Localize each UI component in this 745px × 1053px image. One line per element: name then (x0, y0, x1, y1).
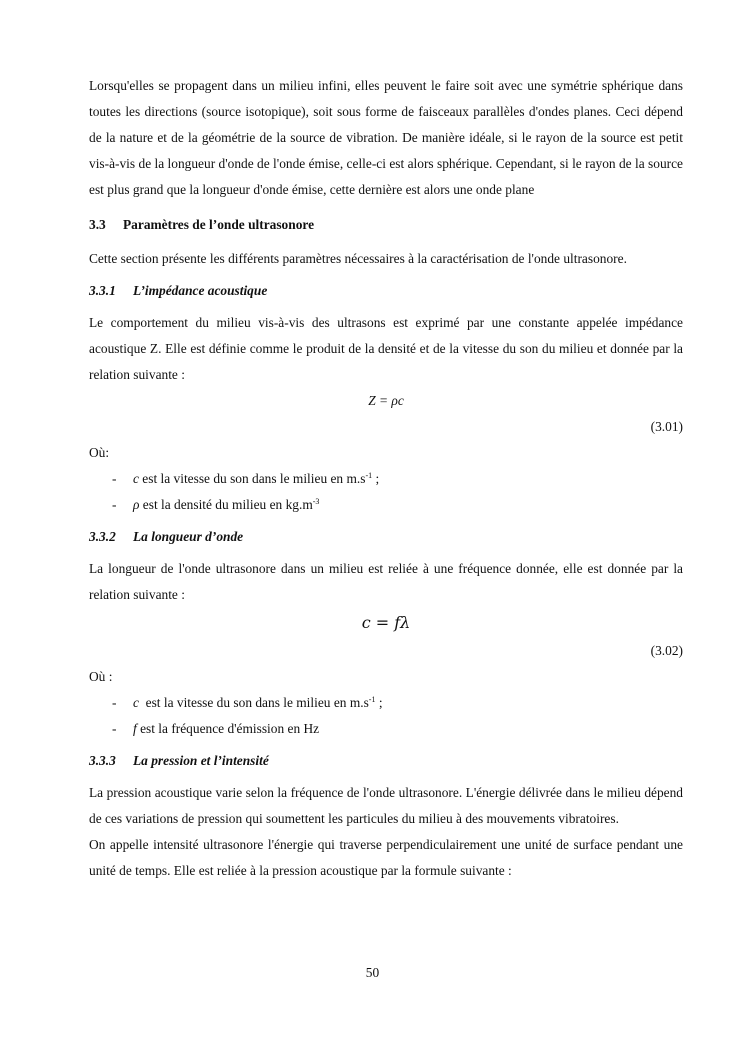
intensity-paragraph: On appelle intensité ultrasonore l'énergie qui traverse perpendiculairement une unité de surface pendant une unité de temps. Elle est reliée à la pression acoustique par la formule suivante : (89, 837, 683, 878)
impedance-paragraph: Le comportement du milieu vis-à-vis des ultrasons est exprimé par une constante appelée impédance acoustique Z. Elle est définie comme le produit de la densité et de la vitesse du son du milieu et donnée par la relation suivante : (89, 315, 683, 382)
section-intro: Cette section présente les différents paramètres nécessaires à la caractérisation de l'onde ultrasonore. (89, 251, 627, 266)
where-label: Où : (89, 669, 113, 684)
intro-paragraph: Lorsqu'elles se propagent dans un milieu infini, elles peuvent le faire soit avec une symétrie sphérique dans toutes les directions (source isotopique), soit sous forme de faisceaux parallèles d'ondes planes. Ceci dépend de la nature et de la géométrie de la source de vibration. De manière idéale, si le rayon de la source est petit vis-à-vis de la longueur d'onde de l'onde émise, celle-ci est alors sphérique. Cependant, si le rayon de la source est plus grand que la longueur d'onde émise, cette dernière est alors une onde plane (89, 78, 683, 197)
list-item: - c est la vitesse du son dans le milieu en $m.s^{-1}$ ; (112, 471, 380, 486)
wavelength-paragraph: La longueur de l'onde ultrasonore dans un milieu est reliée à une fréquence donnée, elle est donnée par la relation suivante : (89, 561, 683, 602)
pressure-paragraph: La pression acoustique varie selon la fréquence de l'onde ultrasonore. L'énergie délivrée dans le milieu dépend de ces variations de pression qui soumettent les particules du milieu à des mouvements vibratoires. (89, 785, 683, 826)
subsection-title: L’impédance acoustique (133, 283, 268, 298)
where-label: Où: (89, 445, 110, 460)
section-number: 3.3 (89, 217, 106, 232)
page-number: 50 (365, 965, 380, 980)
variable-list-3-02 (89, 690, 683, 742)
subsection-title: La pression et l’intensité (133, 753, 269, 768)
section-heading-3-3 (89, 212, 683, 238)
wavelength-formula: c = fλ (361, 613, 411, 632)
equation-number-3-01: (3.01) (650, 419, 683, 434)
subsection-number: 3.3.3 (89, 753, 116, 768)
list-item: - f est la fréquence d'émission en Hz (112, 721, 320, 736)
subsection-heading-3-3-1 (89, 278, 683, 304)
subsection-number: 3.3.1 (89, 283, 116, 298)
section-title: Paramètres de l’onde ultrasonore (123, 217, 315, 232)
subsection-heading-3-3-3 (89, 748, 683, 774)
list-item: - c est la vitesse du son dans le milieu en $m.s^{-1}$ ; (112, 695, 383, 710)
variable-list-3-01 (89, 466, 683, 518)
impedance-formula: Z = ρc (368, 393, 404, 408)
subsection-title: La longueur d’onde (133, 529, 244, 544)
equation-number-3-02: (3.02) (650, 643, 683, 658)
subsection-heading-3-3-2 (89, 524, 683, 550)
subsection-number: 3.3.2 (89, 529, 116, 544)
page-body (89, 73, 683, 884)
list-item: - ρ est la densité du milieu en $kg.m^{-3}$ (112, 497, 320, 512)
